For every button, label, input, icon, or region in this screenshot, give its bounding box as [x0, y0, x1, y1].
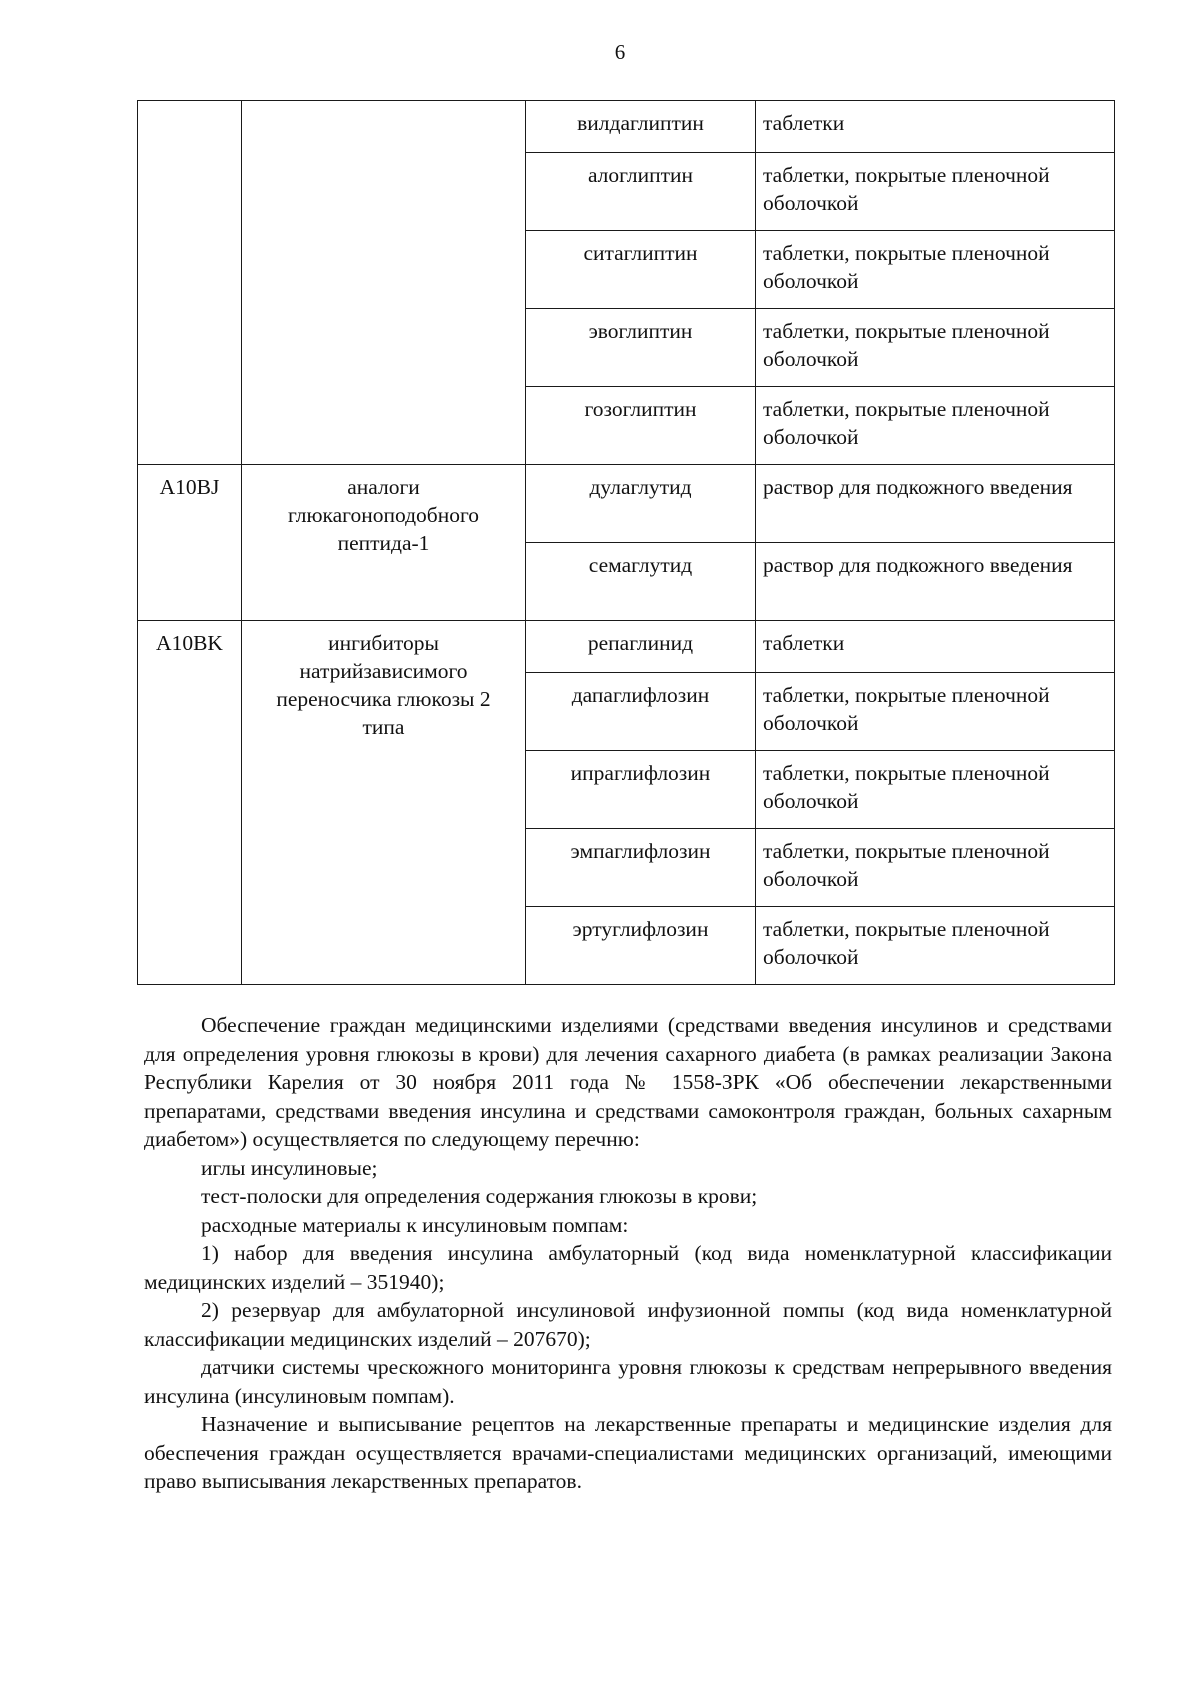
dosage-form-cell: таблетки, покрытые пленочной оболочкой	[756, 387, 1115, 465]
dosage-form-cell: таблетки	[756, 101, 1115, 153]
dosage-form-cell: таблетки, покрытые пленочной оболочкой	[756, 907, 1115, 985]
dosage-form-cell: таблетки, покрытые пленочной оболочкой	[756, 309, 1115, 387]
drug-name-cell: ипраглифлозин	[526, 751, 756, 829]
drug-name-cell: вилдаглиптин	[526, 101, 756, 153]
list-item: 1) набор для введения инсулина амбулаторный (код вида номенклатурной классификации медицинских изделий – 351940);	[144, 1241, 1112, 1294]
drug-name-cell: алоглиптин	[526, 153, 756, 231]
atc-code-cell	[138, 101, 242, 465]
drug-name-cell: эмпаглифлозин	[526, 829, 756, 907]
dosage-form-cell: таблетки, покрытые пленочной оболочкой	[756, 751, 1115, 829]
list-item: расходные материалы к инсулиновым помпам:	[201, 1212, 629, 1237]
table-row	[138, 465, 1115, 543]
drug-name-cell: ситаглиптин	[526, 231, 756, 309]
list-item: 2) резервуар для амбулаторной инсулиновой инфузионной помпы (код вида номенклатурной классификации медицинских изделий – 207670);	[144, 1298, 1112, 1351]
drug-name-cell: дулаглутид	[526, 465, 756, 543]
dosage-form-cell: таблетки	[756, 621, 1115, 673]
dosage-form-cell: таблетки, покрытые пленочной оболочкой	[756, 673, 1115, 751]
list-item: датчики системы чрескожного мониторинга уровня глюкозы к средствам непрерывного введения инсулина (инсулиновым помпам).	[144, 1355, 1112, 1408]
intro-paragraph: Обеспечение граждан медицинскими изделиями (средствами введения инсулинов и средствами для определения уровня глюкозы в крови) для лечения сахарного диабета (в рамках реализации Закона Республики Карелия от 30 ноября 2011 года № 1558-ЗРК «Об обеспечении лекарственными препаратами, средствами введения инсулина и средствами самоконтроля граждан, больных сахарным диабетом») осуществляется по следующему перечню:	[144, 1013, 1112, 1151]
drug-table	[137, 100, 1115, 985]
list-item: тест-полоски для определения содержания глюкозы в крови;	[201, 1184, 758, 1208]
body-text	[144, 1011, 1112, 1496]
drug-name-cell: эртуглифлозин	[526, 907, 756, 985]
list-item: иглы инсулиновые;	[201, 1155, 378, 1180]
drug-name-cell: репаглинид	[526, 621, 756, 673]
drug-group-cell	[242, 101, 526, 465]
table-row	[138, 621, 1115, 673]
table-row	[138, 101, 1115, 153]
dosage-form-cell: таблетки, покрытые пленочной оболочкой	[756, 231, 1115, 309]
drug-name-cell: дапаглифлозин	[526, 673, 756, 751]
closing-paragraph: Назначение и выписывание рецептов на лекарственные препараты и медицинские изделия для обеспечения граждан осуществляется врачами-специалистами медицинских организаций, имеющими право выписывания лекарственных препаратов.	[144, 1412, 1112, 1493]
atc-code-cell: A10BJ	[138, 465, 242, 621]
drug-group-cell: ингибиторы натрийзависимого переносчика глюкозы 2 типа	[242, 621, 526, 985]
page-number: 6	[614, 40, 626, 64]
dosage-form-cell: таблетки, покрытые пленочной оболочкой	[756, 153, 1115, 231]
dosage-form-cell: раствор для подкожного введения	[756, 465, 1115, 543]
drug-name-cell: семаглутид	[526, 543, 756, 621]
drug-name-cell: эвоглиптин	[526, 309, 756, 387]
atc-code-cell: A10BK	[138, 621, 242, 985]
dosage-form-cell: таблетки, покрытые пленочной оболочкой	[756, 829, 1115, 907]
dosage-form-cell: раствор для подкожного введения	[756, 543, 1115, 621]
drug-group-cell: аналоги глюкагоноподобного пептида-1	[242, 465, 526, 621]
drug-name-cell: гозоглиптин	[526, 387, 756, 465]
